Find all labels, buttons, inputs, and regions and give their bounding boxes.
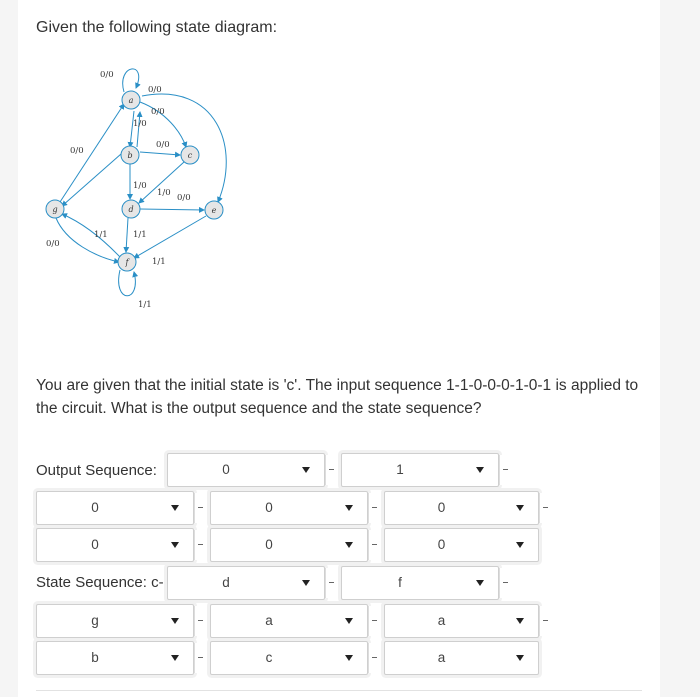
output-select-2-value: 1 bbox=[396, 462, 404, 477]
state-g-label: g bbox=[52, 205, 58, 214]
edge-label: 0/0 bbox=[151, 107, 165, 117]
chevron-down-icon bbox=[345, 618, 353, 624]
state-a-label: a bbox=[128, 96, 134, 105]
state-select-6-value: b bbox=[91, 650, 99, 665]
chevron-down-icon bbox=[516, 505, 524, 511]
state-select-3[interactable] bbox=[36, 604, 194, 638]
edge-label: 1/0 bbox=[133, 181, 147, 191]
output-select-1[interactable] bbox=[167, 453, 325, 487]
separator bbox=[194, 530, 211, 560]
chevron-down-icon bbox=[516, 655, 524, 661]
state-select-3-value: g bbox=[91, 613, 99, 628]
separator bbox=[368, 606, 385, 636]
state-diagram bbox=[36, 52, 276, 322]
chevron-down-icon bbox=[171, 655, 179, 661]
edge-label: 1/1 bbox=[138, 300, 152, 310]
output-select-7-value: 0 bbox=[265, 537, 273, 552]
edge-label: 0/0 bbox=[100, 70, 114, 80]
output-select-5-value: 0 bbox=[437, 500, 446, 515]
output-select-6-value: 0 bbox=[91, 537, 99, 552]
separator bbox=[499, 568, 516, 598]
chevron-down-icon bbox=[516, 618, 524, 624]
output-select-5[interactable] bbox=[384, 491, 539, 525]
separator bbox=[368, 493, 385, 523]
state-select-4[interactable] bbox=[210, 604, 368, 638]
output-select-4-value: 0 bbox=[265, 500, 273, 515]
state-select-6[interactable] bbox=[36, 641, 194, 675]
separator bbox=[499, 455, 516, 485]
chevron-down-icon bbox=[171, 618, 179, 624]
state-select-8-value: a bbox=[437, 650, 446, 665]
output-select-8[interactable] bbox=[384, 528, 539, 562]
state-select-1[interactable] bbox=[167, 566, 325, 600]
separator bbox=[368, 530, 385, 560]
edge-label: 0/0 bbox=[46, 239, 60, 249]
state-d-label: d bbox=[128, 205, 134, 214]
separator bbox=[194, 606, 211, 636]
edge-label: 1/1 bbox=[94, 230, 108, 240]
divider bbox=[36, 690, 642, 691]
question-text: You are given that the initial state is 'c'. The input sequence 1-1-0-0-0-1-0-1 is applied to the circuit. What is the output sequence and the state sequence? bbox=[36, 377, 639, 417]
chevron-down-icon bbox=[345, 655, 353, 661]
state-select-5[interactable] bbox=[384, 604, 539, 638]
output-select-8-value: 0 bbox=[437, 537, 446, 552]
state-select-7-value: c bbox=[265, 650, 273, 665]
state-select-4-value: a bbox=[265, 613, 273, 628]
edge-label: 1/1 bbox=[133, 230, 147, 240]
chevron-down-icon bbox=[345, 542, 353, 548]
state-select-7[interactable] bbox=[210, 641, 368, 675]
output-select-7[interactable] bbox=[210, 528, 368, 562]
state-select-5-value: a bbox=[437, 613, 446, 628]
output-select-4[interactable] bbox=[210, 491, 368, 525]
separator bbox=[325, 568, 342, 598]
edge-label: 0/0 bbox=[70, 146, 84, 156]
chevron-down-icon bbox=[516, 542, 524, 548]
state-b-label: b bbox=[127, 151, 133, 160]
chevron-down-icon bbox=[302, 467, 310, 473]
edge-label: 0/0 bbox=[148, 85, 162, 95]
state-select-1-value: d bbox=[222, 575, 230, 590]
output-select-3[interactable] bbox=[36, 491, 194, 525]
output-sequence-label: Output Sequence: bbox=[36, 462, 157, 479]
state-sequence-label: State Sequence: c- bbox=[36, 574, 164, 591]
chevron-down-icon bbox=[302, 580, 310, 586]
output-select-2[interactable] bbox=[341, 453, 499, 487]
edge-label: 1/0 bbox=[133, 119, 147, 129]
chevron-down-icon bbox=[476, 467, 484, 473]
edge-label: 1/0 bbox=[157, 188, 171, 198]
output-select-3-value: 0 bbox=[91, 500, 99, 515]
chevron-down-icon bbox=[345, 505, 353, 511]
state-f-label: f bbox=[125, 258, 129, 267]
separator bbox=[325, 455, 342, 485]
edge-label: 1/1 bbox=[152, 257, 166, 267]
chevron-down-icon bbox=[171, 505, 179, 511]
state-select-8[interactable] bbox=[384, 641, 539, 675]
state-select-2[interactable] bbox=[341, 566, 499, 600]
state-select-2-value: f bbox=[398, 575, 402, 590]
chevron-down-icon bbox=[171, 542, 179, 548]
output-select-1-value: 0 bbox=[222, 462, 230, 477]
separator bbox=[194, 643, 211, 673]
separator bbox=[539, 493, 556, 523]
separator bbox=[539, 606, 556, 636]
edge-label: 0/0 bbox=[177, 193, 191, 203]
edge-label: 0/0 bbox=[156, 140, 170, 150]
output-select-6[interactable] bbox=[36, 528, 194, 562]
separator bbox=[368, 643, 385, 673]
state-c-label: c bbox=[187, 151, 193, 160]
chevron-down-icon bbox=[476, 580, 484, 586]
question-heading: Given the following state diagram: bbox=[36, 19, 278, 36]
separator bbox=[194, 493, 211, 523]
state-e-label: e bbox=[211, 206, 217, 215]
